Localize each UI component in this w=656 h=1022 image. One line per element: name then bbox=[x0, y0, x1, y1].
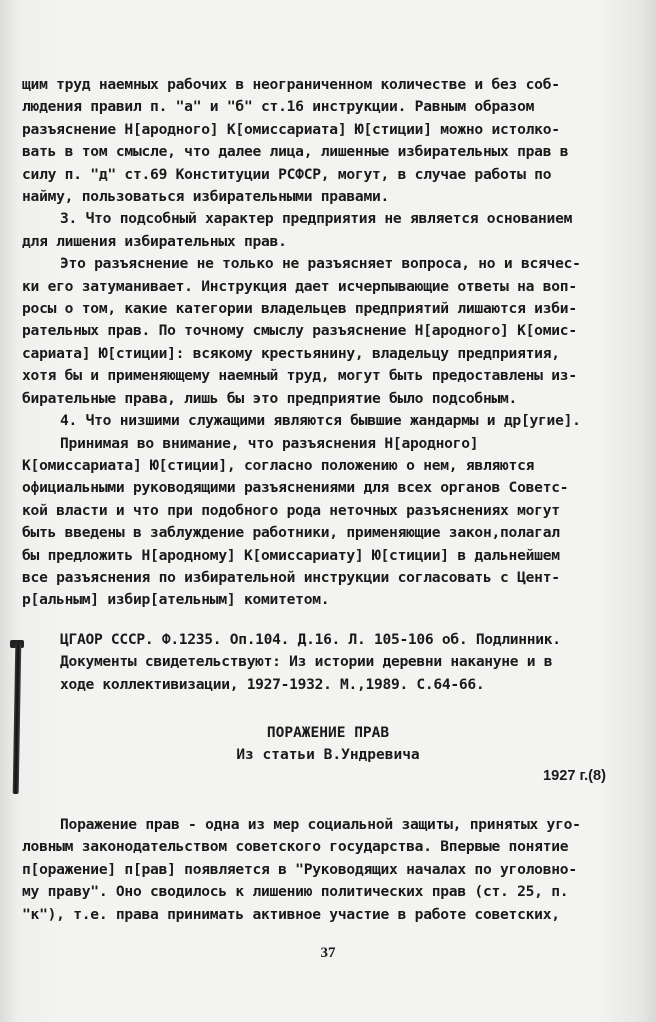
text-line: найму, пользоваться избирательными правами. bbox=[22, 188, 390, 206]
text-line: людения правил п. "а" и "б" ст.16 инструкции. Равным образом bbox=[22, 98, 535, 116]
text-line: Это разъяснение не только не разъясняет вопроса, но и всячес- bbox=[60, 255, 581, 273]
text-line: щим труд наемных рабочих в неограниченном количестве и без соб- bbox=[22, 76, 560, 93]
text-line: разъяснение Н[ародного] К[омиссариата] Ю[стиции] можно истолко- bbox=[22, 120, 560, 138]
body-text-bottom bbox=[22, 814, 606, 926]
heading-subtitle: Из статьи В.Ундревича bbox=[236, 747, 420, 763]
text-line: п[оражение] п[рав] появляется в "Руководящих началах по уголовно- bbox=[22, 860, 577, 878]
text-line: Поражение прав - одна из мер социальной защиты, принятых уго- bbox=[60, 816, 581, 833]
text-line: Принимая во внимание, что разъяснения Н[ародного] bbox=[60, 434, 479, 452]
text-line: бирательные права, лишь бы это предприятие было подсобным. bbox=[22, 389, 518, 407]
text-line: р[альным] избир[ательным] комитетом. bbox=[22, 591, 330, 609]
citation-line: ЦГАОР СССР. Ф.1235. Оп.104. Д.16. Л. 105-106 об. Подлинник. bbox=[60, 631, 561, 648]
text-line: "к"), т.е. права принимать активное участие в работе советских, bbox=[22, 905, 560, 923]
source-citation bbox=[60, 629, 606, 696]
page-number: 37 bbox=[320, 945, 336, 961]
text-line: му праву". Оно сводилось к лишению политических прав (ст. 25, п. bbox=[22, 883, 569, 901]
body-text-top bbox=[22, 74, 606, 612]
article-date: 1927 г.(8) bbox=[542, 768, 606, 784]
margin-mark bbox=[13, 644, 22, 794]
text-line: сариата] Ю[стиции]: всякому крестьянину, владельцу предприятия, bbox=[22, 344, 560, 362]
text-line: хотя бы и применяющему наемный труд, могут быть предоставлены из- bbox=[22, 367, 577, 385]
text-line: для лишения избирательных прав. bbox=[22, 232, 287, 250]
text-line: ки его затуманивает. Инструкция дает исчерпывающие ответы на воп- bbox=[22, 277, 577, 295]
text-line: кой власти и что при подобного рода неточных разъяснениях могут bbox=[22, 501, 560, 519]
text-line: рательных прав. По точному смыслу разъяснение Н[ародного] К[омис- bbox=[22, 322, 577, 340]
text-line: официальными руководящими разъяснениями для всех органов Советс- bbox=[22, 479, 569, 497]
heading-title: ПОРАЖЕНИЕ ПРАВ bbox=[266, 725, 390, 741]
text-line: бы предложить Н[ародному] К[омиссариату] Ю[стиции] в дальнейшем bbox=[22, 546, 560, 564]
text-line: вать в том смысле, что далее лица, лишенные избирательных прав в bbox=[22, 143, 569, 161]
text-line: силу п. "д" ст.69 Конституции РСФСР, могут, в случае работы по bbox=[22, 165, 552, 183]
text-line: все разъяснения по избирательной инструкции согласовать с Цент- bbox=[22, 568, 560, 586]
text-line: К[омиссариата] Ю[стиции], согласно положению о нем, являются bbox=[22, 456, 535, 474]
text-line: 3. Что подсобный характер предприятия не является основанием bbox=[60, 210, 573, 228]
text-line: росы о том, какие категории владельцев предприятий лишаются изби- bbox=[22, 300, 577, 318]
text-line: быть введены в заблуждение работники, применяющие закон,полагал bbox=[22, 524, 560, 542]
text-line: ловным законодательством советского государства. Впервые понятие bbox=[22, 838, 569, 856]
text-line: 4. Что низшими служащими являются бывшие жандармы и др[угие]. bbox=[60, 412, 581, 430]
section-heading bbox=[0, 722, 656, 766]
citation-line: ходе коллективизации, 1927-1932. М.,1989. С.64-66. bbox=[60, 675, 485, 693]
citation-line: Документы свидетельствуют: Из истории деревни накануне и в bbox=[60, 653, 553, 671]
